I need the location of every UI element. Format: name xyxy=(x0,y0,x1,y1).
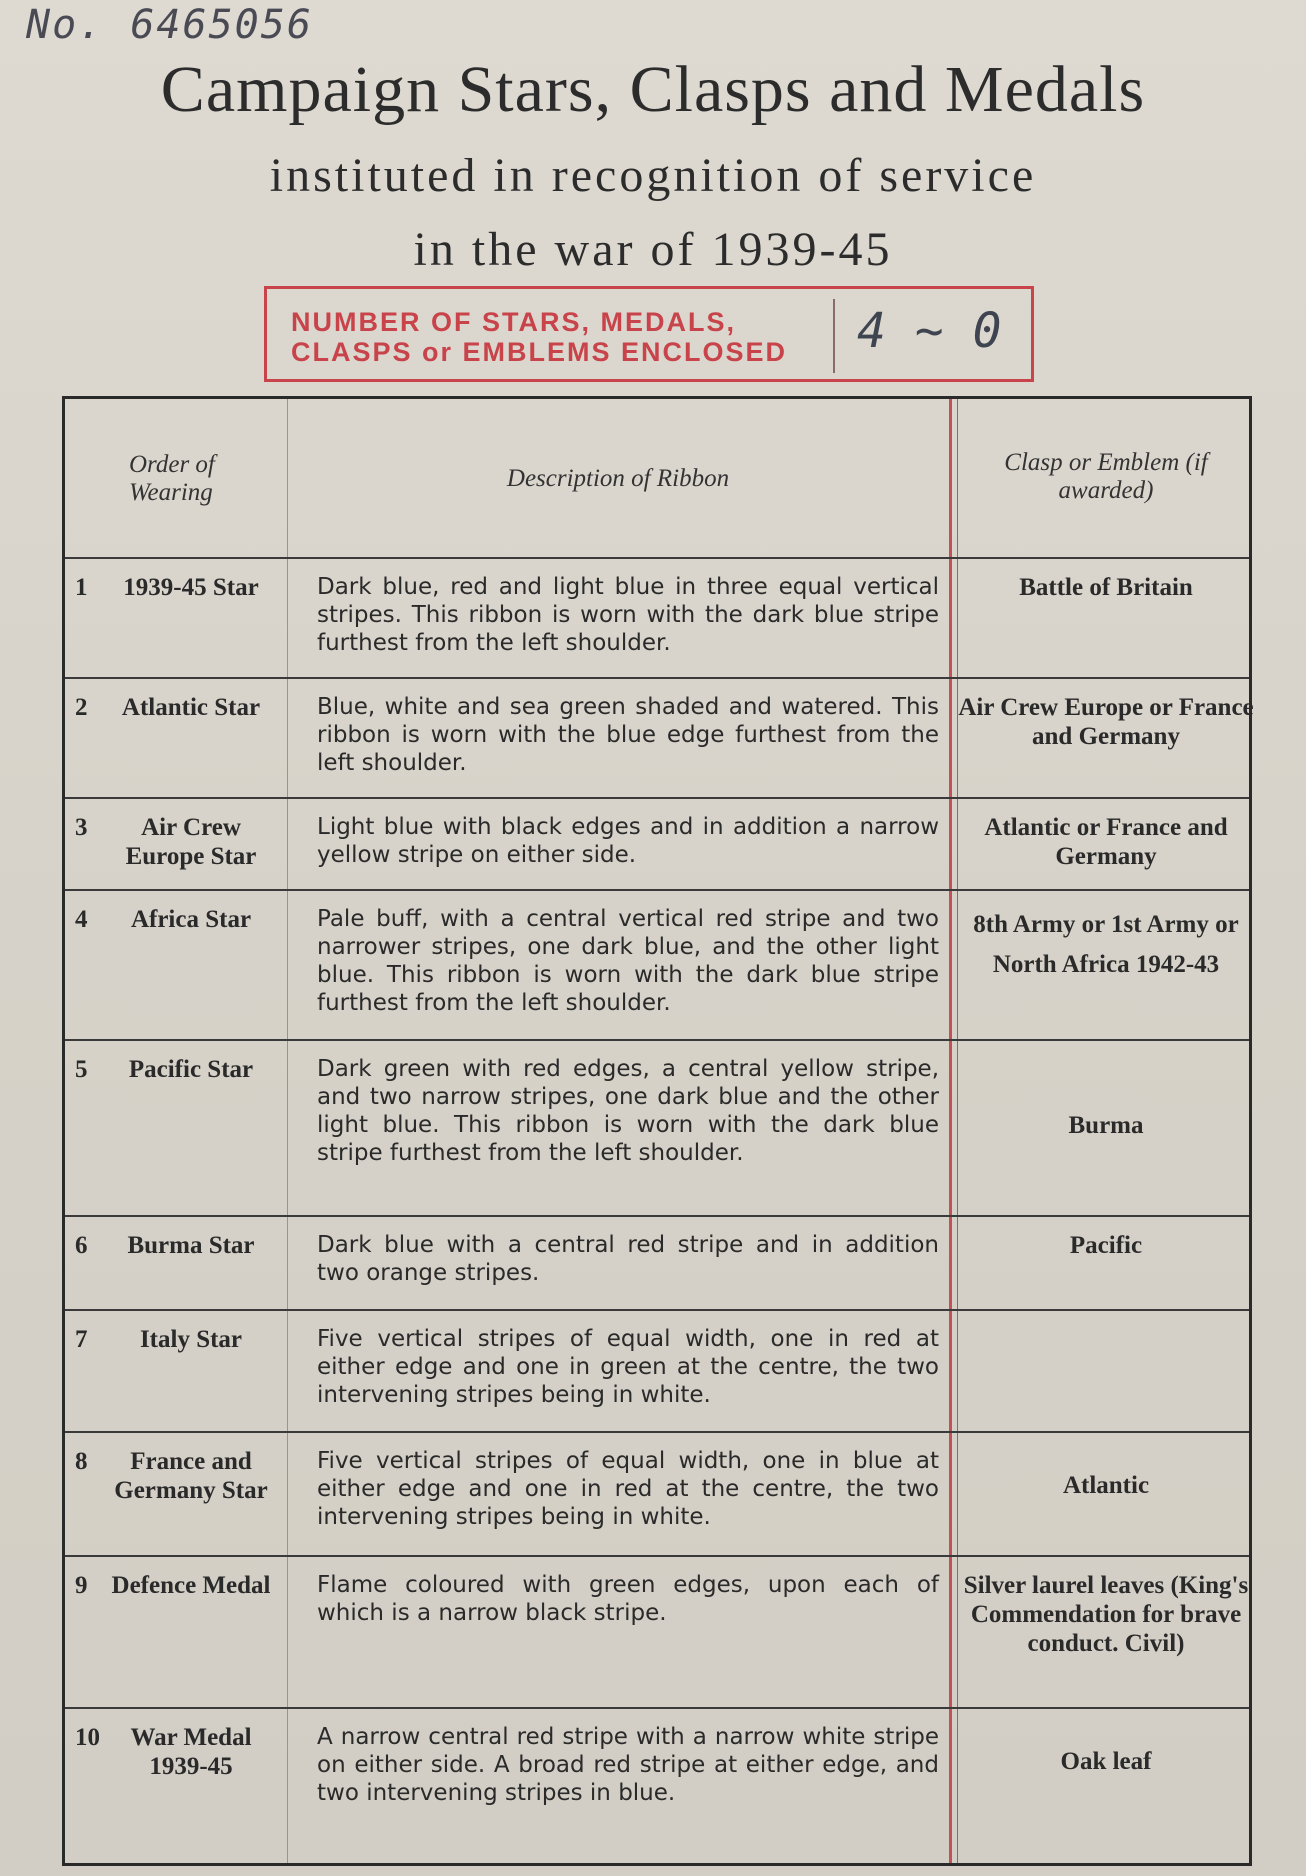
row-clasp: Battle of Britain xyxy=(1019,574,1193,601)
enclosed-label-line-2: CLASPS or EMBLEMS ENCLOSED xyxy=(291,337,788,367)
enclosed-count-value: 4 ~ 0 xyxy=(857,303,1002,359)
row-description: Light blue with black edges and in addition a narrow yellow stripe on either side. xyxy=(317,814,939,868)
row-award-name: Atlantic Star xyxy=(121,694,261,721)
table-header xyxy=(65,399,1249,557)
table-row xyxy=(65,1215,1249,1311)
row-clasp: Oak leaf xyxy=(1060,1748,1152,1775)
document-subtitle-line-1: instituted in recognition of service xyxy=(269,149,1037,202)
row-clasp: Burma xyxy=(1068,1112,1144,1139)
row-award-name: War Medal 1939-45 xyxy=(130,1724,252,1780)
row-award-name: Italy Star xyxy=(139,1326,243,1353)
row-description: A narrow central red stripe with a narrow white stripe on either side. A broad red stripe at either edge, and two intervening stripes in blue. xyxy=(317,1724,939,1806)
row-number: 7 xyxy=(75,1326,88,1353)
table-row xyxy=(65,1039,1249,1217)
handwritten-number: No. 6465056 xyxy=(26,2,313,48)
row-award-name: Africa Star xyxy=(130,906,252,933)
row-number: 5 xyxy=(75,1056,88,1083)
row-award-name: 1939-45 Star xyxy=(123,574,259,601)
enclosed-count-box xyxy=(264,286,1034,382)
row-description: Pale buff, with a central vertical red stripe and two narrower stripes, one dark blue, and the other light blue. This ribbon is worn with the dark blue stripe furthest from the left shoulder. xyxy=(317,906,939,1016)
row-award-name: France and Germany Star xyxy=(114,1448,268,1504)
row-clasp: Silver laurel leaves (King's Commendation for brave conduct. Civil) xyxy=(963,1572,1249,1657)
row-description: Dark green with red edges, a central yellow stripe, and two narrow stripes, one dark blue and the other light blue. This ribbon is worn with the dark blue stripe furthest from the left shoulder. xyxy=(317,1056,939,1166)
row-award-name: Air Crew Europe Star xyxy=(125,814,257,870)
enclosed-divider xyxy=(833,299,835,373)
row-number: 8 xyxy=(75,1448,88,1475)
row-award-name: Burma Star xyxy=(127,1232,255,1259)
row-description: Blue, white and sea green shaded and watered. This ribbon is worn with the blue edge furthest from the left shoulder. xyxy=(317,694,939,776)
row-number: 4 xyxy=(75,906,88,933)
row-description: Five vertical stripes of equal width, one in blue at either edge and one in red at the centre, the two intervening stripes being in white. xyxy=(317,1448,939,1530)
enclosed-label-line-1: NUMBER OF STARS, MEDALS, xyxy=(291,307,736,337)
row-number: 3 xyxy=(75,814,88,841)
row-number: 6 xyxy=(75,1232,88,1259)
row-number: 1 xyxy=(75,574,88,601)
header-description: Description of Ribbon xyxy=(506,465,730,492)
enclosed-count-label xyxy=(291,307,831,367)
row-clasp: 8th Army or 1st Army or North Africa 1942-43 xyxy=(973,911,1239,978)
row-description: Five vertical stripes of equal width, one in red at either edge and one in green at the centre, the two intervening stripes being in white. xyxy=(317,1326,939,1408)
row-clasp: Air Crew Europe or France and Germany xyxy=(958,694,1254,750)
row-clasp: Atlantic or France and Germany xyxy=(984,814,1228,870)
document-title: Campaign Stars, Clasps and Medals xyxy=(160,53,1146,126)
table-row xyxy=(65,889,1249,1041)
row-description: Dark blue with a central red stripe and in addition two orange stripes. xyxy=(317,1232,939,1286)
row-clasp: Pacific xyxy=(1069,1232,1143,1259)
table-row xyxy=(65,1555,1249,1709)
row-number: 10 xyxy=(75,1724,100,1751)
header-clasp-or-emblem: Clasp or Emblem (if awarded) xyxy=(1004,449,1208,504)
row-clasp: Atlantic xyxy=(1062,1472,1150,1499)
row-description: Dark blue, red and light blue in three equal vertical stripes. This ribbon is worn with the dark blue stripe furthest from the left shoulder. xyxy=(317,574,939,656)
row-number: 2 xyxy=(75,694,88,721)
row-number: 9 xyxy=(75,1572,88,1599)
document-subtitle-line-2: in the war of 1939-45 xyxy=(413,223,893,276)
table-row xyxy=(65,1707,1249,1865)
medals-table xyxy=(62,396,1252,1866)
table-row xyxy=(65,677,1254,799)
table-row xyxy=(65,557,1249,679)
table-row xyxy=(65,797,1249,891)
table-row xyxy=(65,1431,1249,1557)
row-award-name: Defence Medal xyxy=(111,1572,271,1599)
row-award-name: Pacific Star xyxy=(128,1056,254,1083)
header-order-of-wearing: Order of Wearing xyxy=(129,451,215,506)
row-description: Flame coloured with green edges, upon each of which is a narrow black stripe. xyxy=(317,1572,939,1626)
table-row xyxy=(65,1309,1249,1433)
